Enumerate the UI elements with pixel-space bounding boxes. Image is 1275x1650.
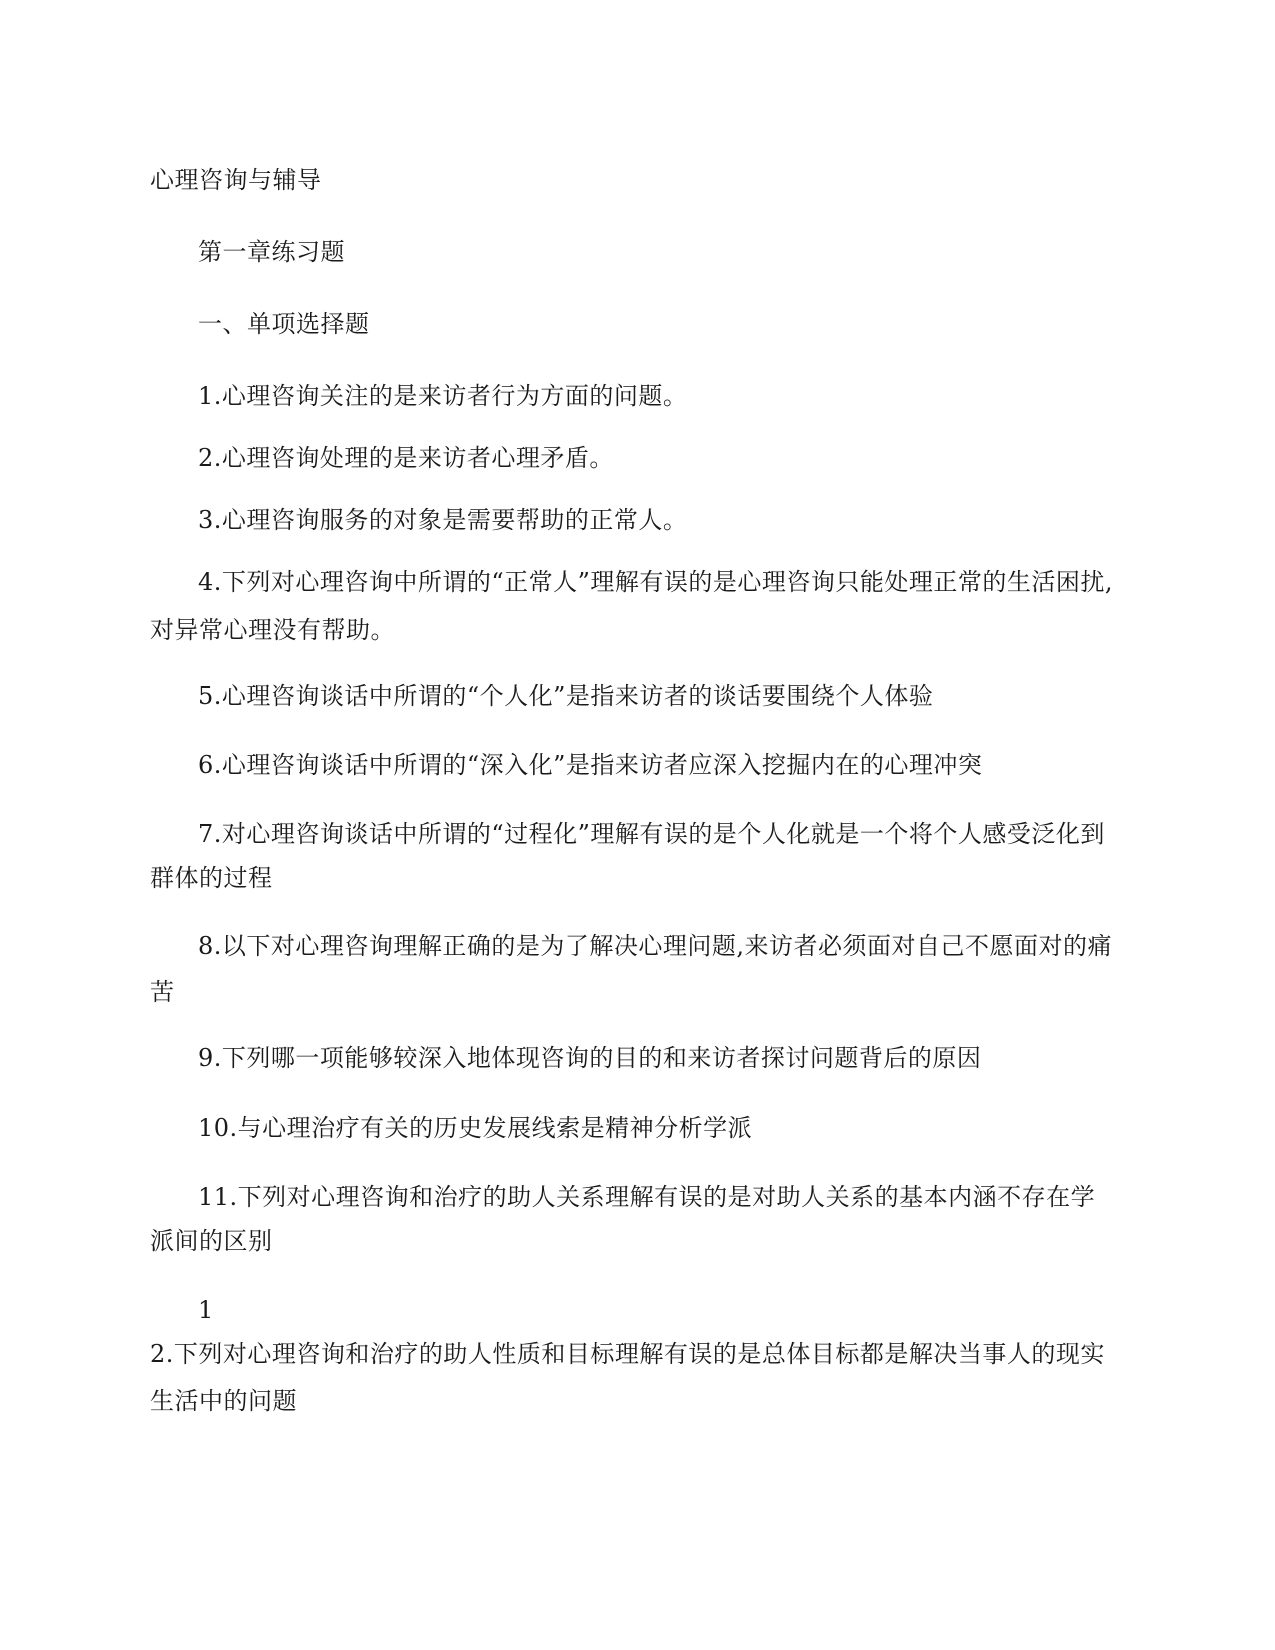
- question-line: 4.下列对心理咨询中所谓的“正常人”理解有误的是心理咨询只能处理正常的生活困扰,: [198, 568, 1114, 596]
- question-line: 11.下列对心理咨询和治疗的助人关系理解有误的是对助人关系的基本内涵不存在学: [198, 1183, 1096, 1211]
- question-line: 群体的过程: [150, 864, 273, 892]
- question-line: 1: [198, 1296, 214, 1324]
- document-title: 心理咨询与辅导: [150, 166, 322, 194]
- question-line: 2.下列对心理咨询和治疗的助人性质和目标理解有误的是总体目标都是解决当事人的现实: [150, 1340, 1105, 1368]
- question-line: 派间的区别: [150, 1227, 273, 1255]
- question-line: 10.与心理治疗有关的历史发展线索是精神分析学派: [198, 1114, 753, 1142]
- question-line: 9.下列哪一项能够较深入地体现咨询的目的和来访者探讨问题背后的原因: [198, 1044, 982, 1072]
- question-line: 1.心理咨询关注的是来访者行为方面的问题。: [198, 382, 688, 410]
- question-line: 5.心理咨询谈话中所谓的“个人化”是指来访者的谈话要围绕个人体验: [198, 682, 934, 710]
- question-line: 7.对心理咨询谈话中所谓的“过程化”理解有误的是个人化就是一个将个人感受泛化到: [198, 820, 1105, 848]
- question-line: 6.心理咨询谈话中所谓的“深入化”是指来访者应深入挖掘内在的心理冲突: [198, 751, 983, 779]
- chapter-heading: 第一章练习题: [198, 238, 345, 266]
- question-line: 8.以下对心理咨询理解正确的是为了解决心理问题,来访者必须面对自己不愿面对的痛: [198, 932, 1113, 960]
- question-line: 3.心理咨询服务的对象是需要帮助的正常人。: [198, 506, 688, 534]
- section-heading: 一、单项选择题: [198, 310, 370, 338]
- question-line: 苦: [150, 978, 175, 1006]
- question-line: 生活中的问题: [150, 1387, 297, 1415]
- question-line: 对异常心理没有帮助。: [150, 616, 395, 644]
- question-line: 2.心理咨询处理的是来访者心理矛盾。: [198, 444, 614, 472]
